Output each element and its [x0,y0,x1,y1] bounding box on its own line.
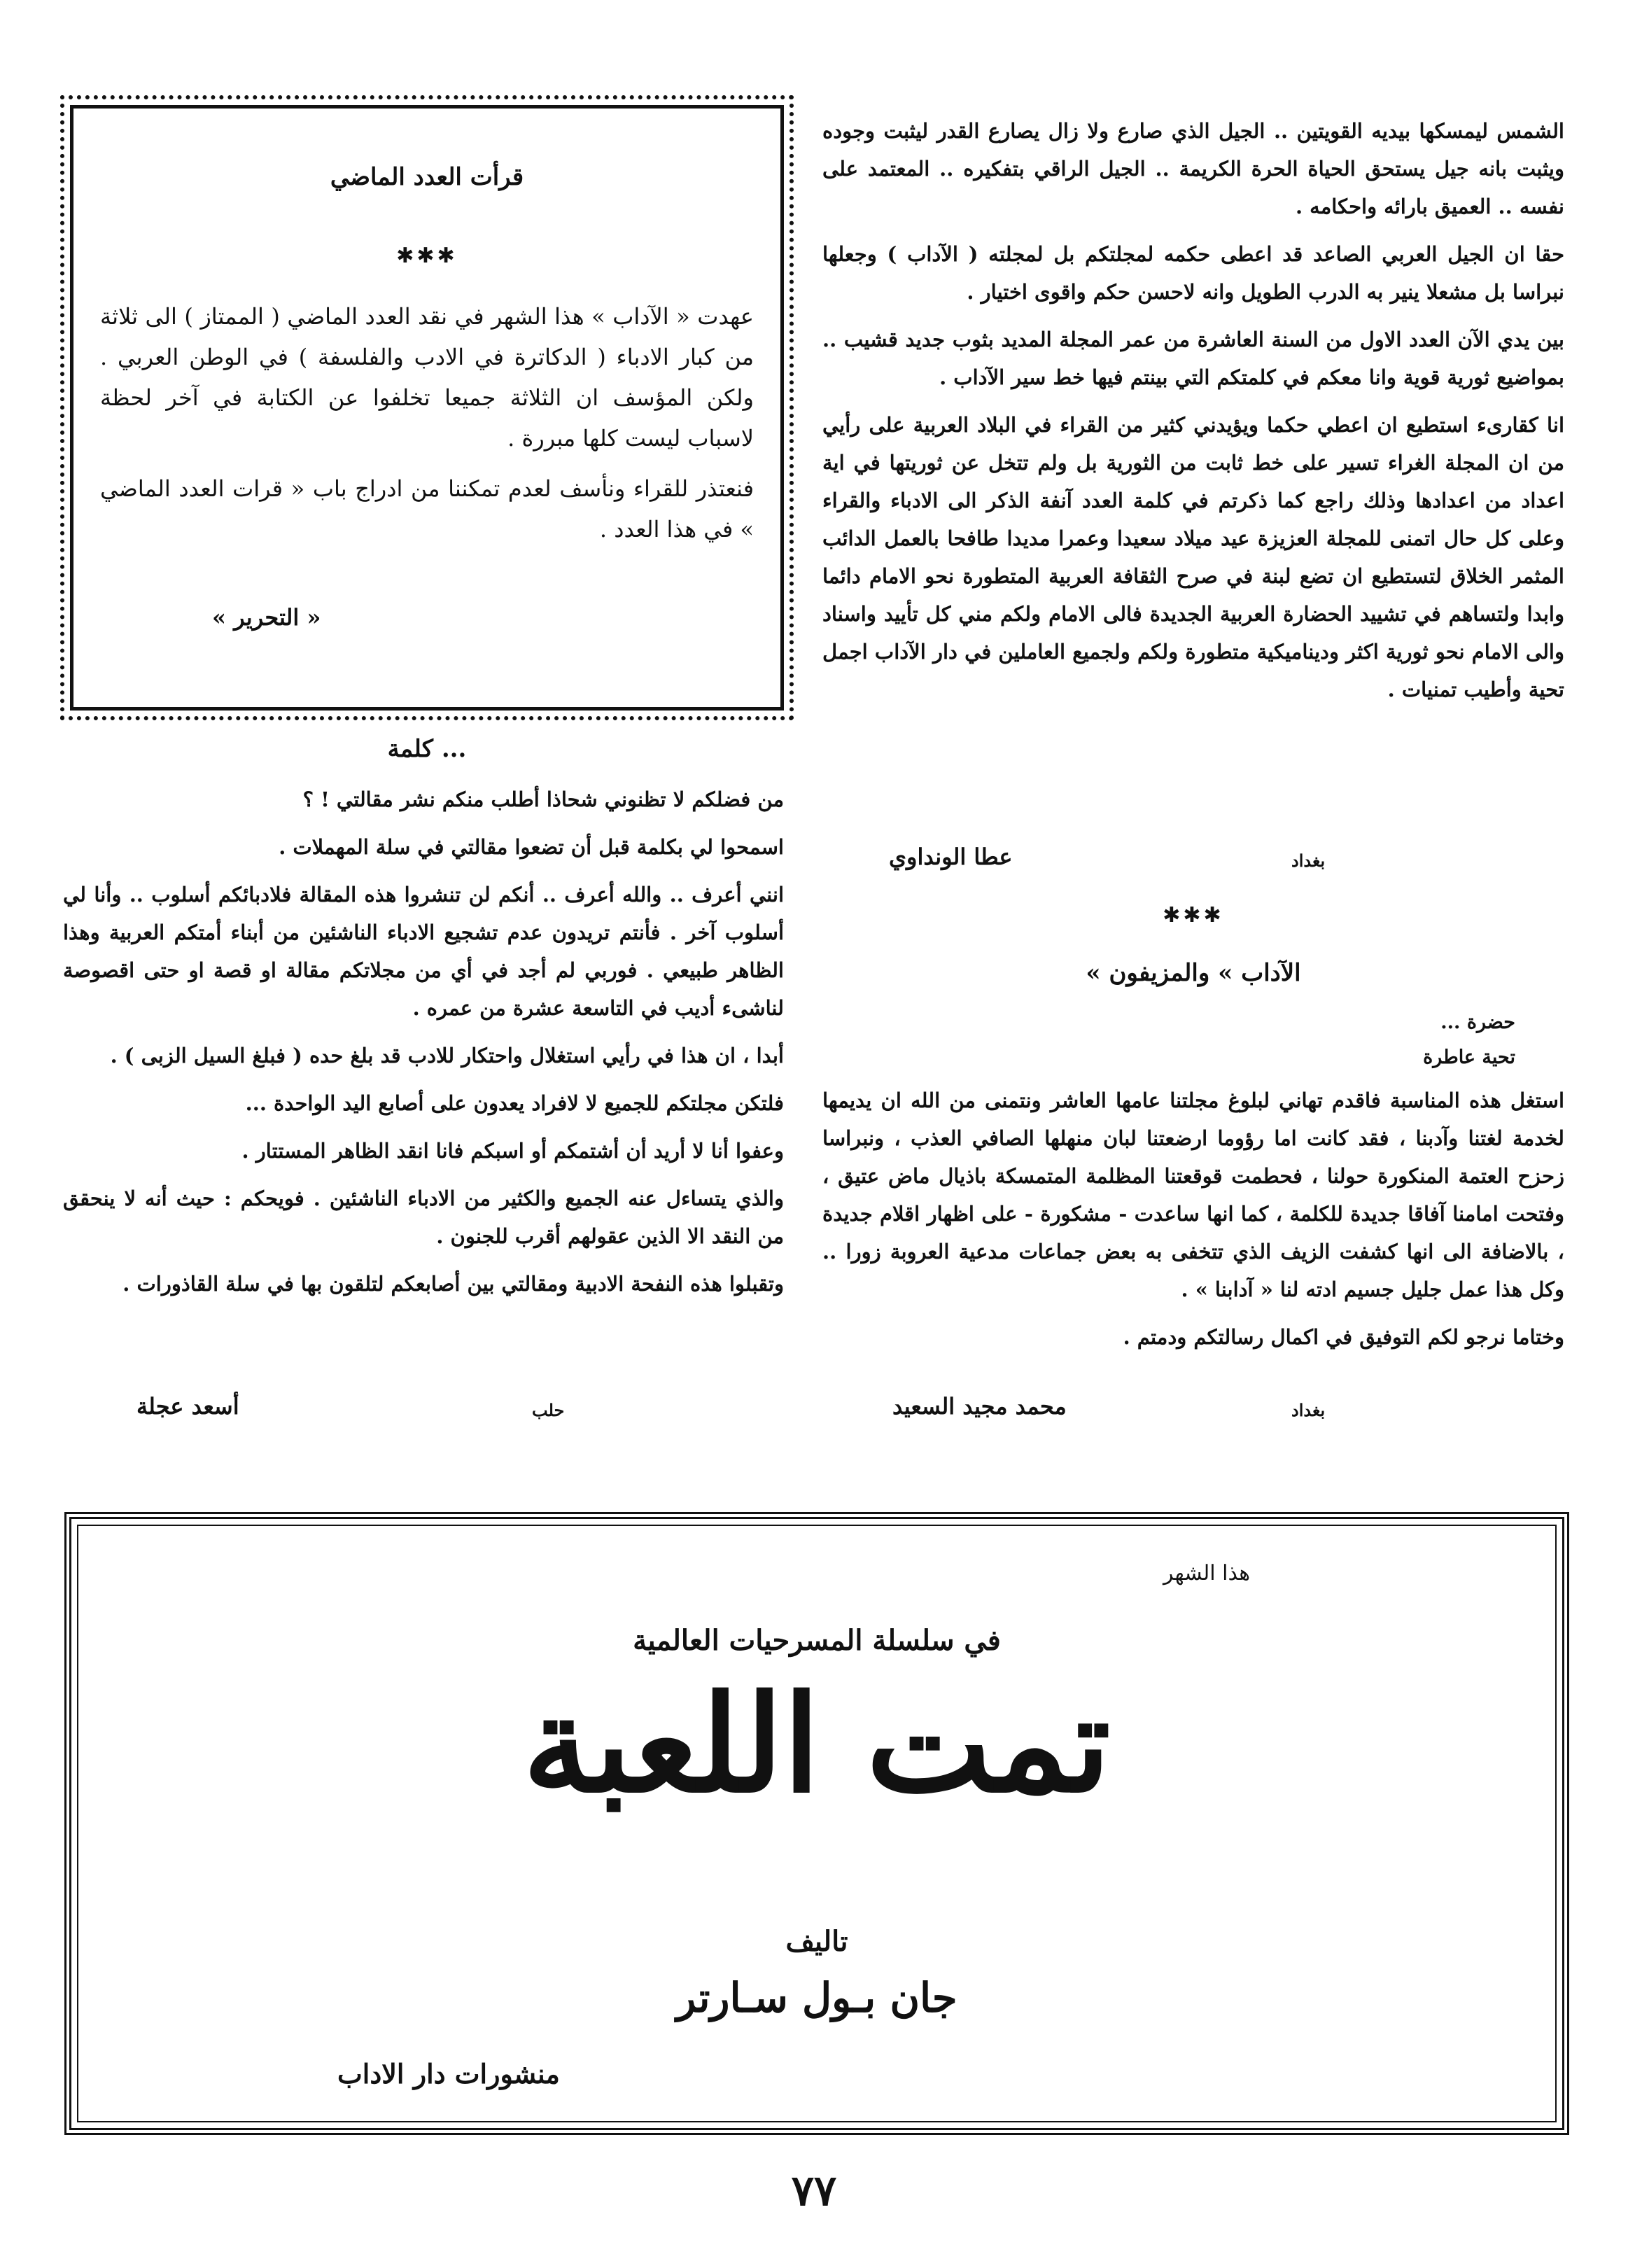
advert-publisher: منشورات دار الاداب [337,2058,560,2090]
advert-note: هذا الشهر [1163,1561,1251,1586]
right-paragraph: بين يدي الآن العدد الاول من السنة العاشرة من عمر المجلة المديد بثوب جديد قشيب .. بمواضيع ثورية قوية وانا معكم في كلمتكم التي بينتم فيها خط سير الآداب . [822,328,1564,389]
signature-city: حلب [532,1400,565,1420]
notice-body [100,296,754,559]
signature-name: محمد مجيد السعيد [892,1393,1067,1420]
section-divider: ✱✱✱ [1163,903,1224,927]
notice-paragraph: عهدت « الآداب » هذا الشهر في نقد العدد الماضي ( الممتاز ) الى ثلاثة من كبار الادباء ( الدكاترة في الادب والفلسفة ) في الوطن العربي . ولكن المؤسف ان الثلاثة جميعا تخلفوا عن الكتابة في آخر لحظة لاسباب ليست كلها مبررة . [100,303,754,451]
right-paragraph: حقا ان الجيل العربي الصاعد قد اعطى حكمه لمجلتكم بل لمجلته ( الآداب ) وجعلها نبراسا بل مشعلا ينير به الدرب الطويل وانه لاحسن حكم واقوى اختيار . [822,242,1564,304]
signature-name: عطا الونداوي [889,844,1013,870]
left-paragraph: وتقبلوا هذه النفحة الادبية ومقالتي بين أصابعكم لتلقون بها في سلة القاذورات . [122,1272,784,1296]
right-paragraph: الشمس ليمسكها بيديه القويتين .. الجيل الذي صارع ولا زال يصارع القدر ليثبت وجوده ويثبت بانه جيل يستحق الحياة الحرة الكريمة .. الجيل الراقي بتفكيره .. المعتمد على نفسه .. العميق بارائه واحكامه . [822,119,1564,218]
notice-box [70,105,784,710]
section-title: كلمة ... [387,735,467,763]
left-paragraph: اسمحوا لي بكلمة قبل أن تضعوا مقالتي في سلة المهملات . [279,835,784,859]
page-number: ٧٧ [791,2166,837,2216]
left-paragraph: انني أعرف .. والله أعرف .. أنكم لن تنشروا هذه المقالة فلادبائكم أسلوب .. وأنا لي أسلوب آخر . فأنتم تريدون عدم تشجيع الادباء الناشئين من أبناء أمتكم العربية وهذا الظاهر طبيعي . فوربي لم أجد في أي من مجلاتكم مقالة او قصة او حتى اقصوصة لناشىء أديب في التاسعة عشرة من عمره . [63,883,784,1020]
advert-title: تمت اللعبة [523,1666,1111,1822]
greeting: حضرة ... [1440,1011,1515,1033]
left-paragraph: أبدا ، ان هذا في رأيي استغلال واحتكار للادب قد بلغ حده ( فبلغ السيل الزبى ) . [110,1044,784,1068]
right-paragraph: وختاما نرجو لكم التوفيق في اكمال رسالتكم ودمتم . [1123,1325,1564,1349]
signature-name: أسعد عجلة [136,1393,239,1420]
notice-paragraph: فنعتذر للقراء ونأسف لعدم تمكننا من ادراج باب « قرات العدد الماضي » في هذا العدد . [100,475,754,542]
left-column [63,780,784,1312]
advert-frame [64,1512,1569,2135]
left-paragraph: والذي يتساءل عنه الجميع والكثير من الادباء الناشئين . فويحكم : حيث أنه لا ينحقق من النقد الا الذين عقولهم أقرب للجنون . [63,1186,784,1248]
notice-title: قرأت العدد الماضي [330,163,524,191]
right-paragraph: انا كقارىء استطيع ان اعطي حكما ويؤيدني كثير من القراء في البلاد العربية على رأيي من ان المجلة الغراء تسير على خط ثابت من الثورية بل ولم تتخل عن ثوريتها في اية اعداد من اعدادها وذلك راجع كما ذكرتم في كلمة العدد آنفة الذكر الى الادباء والقراء وعلى كل حال اتمنى للمجلة العزيزة عيد ميلاد سعيدا وعمرا مديدا طافحا بالعمل الدائب المثمر الخلاق لتستطيع ان تضع لبنة في صرح الثقافة العربية المتطورة نحو الامام دائما وابدا ولتساهم في تشييد الحضارة العربية الجديدة فالى الامام ولكم مني كل تأييد واسناد والى الامام نحو ثورية اكثر وديناميكية متطورة ولكم ولجميع العاملين في دار الآداب اجمل تحية وأطيب تمنيات . [822,413,1564,701]
left-paragraph: وعفوا أنا لا أريد أن أشتمكم أو اسبكم فانا انقد الظاهر المستتار . [241,1139,784,1163]
notice-signature: « التحرير » [212,604,321,631]
signature-city: بغداد [1291,1400,1326,1420]
greeting: تحية عاطرة [1423,1046,1515,1068]
left-paragraph: فلتكن مجلتكم للجميع لا لافراد يعدون على أصابع اليد الواحدة ... [245,1091,784,1115]
signature-city: بغداد [1291,850,1326,871]
right-column [822,112,1564,718]
right-paragraph: استغل هذه المناسبة فاقدم تهاني لبلوغ مجلتنا عامها العاشر ونتمنى من الله ان يديمها لخدمة لغتنا وآدبنا ، فقد كانت اما رؤوما ارضعتنا لبان منهلها الصافي العذب ، ونبراسا زحزح العتمة المنكورة حولنا ، فحطمت قوقعتنا المظلمة المتمسكة باذيال ماض عتيق ، وفتحت امامنا آفاقا جديدة للكلمة ، كما انها ساعدت - مشكورة - على اظهار اقلام جديدة ، بالاضافة الى انها كشفت الزيف الذي تتخفى به بعض جماعات مدعية العروبة زورا .. وكل هذا عمل جليل جسيم ادته لنا « آدابنا » . [822,1088,1564,1301]
section-title: « الآداب » والمزيفون [1086,959,1301,987]
advert-series: في سلسلة المسرحيات العالمية [633,1624,1001,1657]
left-paragraph: من فضلكم لا تظنوني شحاذا أطلب منكم نشر مقالتي ! ؟ [302,788,784,811]
advert-author-label: تاليف [785,1925,848,1958]
notice-divider: ✱✱✱ [396,244,458,268]
right-column-section2 [822,1082,1564,1366]
advert-author: جان بـول سـارتر [676,1974,957,2022]
